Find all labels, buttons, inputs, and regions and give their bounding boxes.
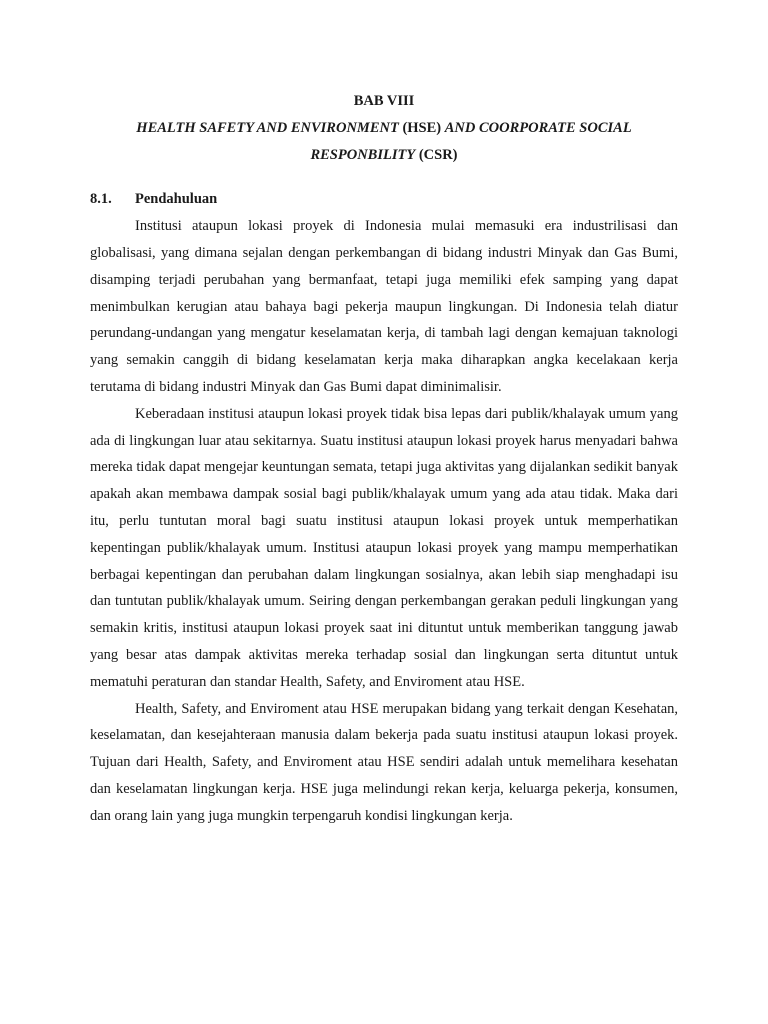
section-number: 8.1. [90, 191, 112, 208]
chapter-title-hse: HEALTH SAFETY AND ENVIRONMENT [136, 119, 399, 136]
chapter-title-hse-abbr: (HSE) [398, 119, 445, 136]
chapter-number: BAB VIII [353, 93, 415, 109]
section-title: Pendahuluan [135, 191, 218, 208]
chapter-heading [90, 88, 678, 168]
paragraph-1: Institusi ataupun lokasi proyek di Indonesia mulai memasuki era industrilisasi dan globalisasi, yang dimana sejalan dengan perkembangan di bidang industri Minyak dan Gas Bumi, disamping terjadi perubahan yang bermanfaat, tetapi juga memiliki efek samping yang dapat menimbulkan kerugian atau bahaya bagi pekerja maupun lingkungan. Di Indonesia telah diatur perundang-undangan yang mengatur keselamatan kerja, di tambah lagi dengan kemajuan taknologi yang semakin canggih di bidang keselamatan kerja maka diharapkan angka kecelakaan kerja terutama di bidang industri Minyak dan Gas Bumi dapat diminimalisir. [90, 218, 678, 395]
chapter-title-csr-abbr: (CSR) [415, 146, 458, 163]
paragraph-2: Keberadaan institusi ataupun lokasi proyek tidak bisa lepas dari publik/khalayak umum yang ada di lingkungan luar atau sekitarnya. Suatu institusi ataupun lokasi proyek harus menyadari bahwa mereka tidak dapat mengejar keuntungan semata, tetapi juga aktivitas yang dijalankan sedikit banyak apakah akan membawa dampak sosial bagi publik/khalayak umum yang ada atau tidak. Maka dari itu, perlu tuntutan moral bagi suatu institusi ataupun lokasi proyek untuk memperhatikan kepentingan publik/khalayak umum. Institusi ataupun lokasi proyek yang mampu memperhatikan berbagai kepentingan dan perubahan dalam lingkungan sosialnya, akan lebih siap menghadapi isu dan tuntutan publik/khalayak umum. Seiring dengan perkembangan gerakan peduli lingkungan yang semakin kritis, institusi ataupun lokasi proyek saat ini dituntut untuk memberikan tanggung jawab yang besar atas dampak aktivitas mereka terhadap sosial dan lingkungan serta dituntut untuk mematuhi peraturan dan standar Health, Safety, and Enviroment atau HSE. [90, 405, 678, 690]
paragraph-3: Health, Safety, and Enviroment atau HSE merupakan bidang yang terkait dengan Kesehatan, keselamatan, dan kesejahteraan manusia dalam bekerja pada suatu institusi ataupun lokasi proyek. Tujuan dari Health, Safety, and Enviroment atau HSE sendiri adalah untuk memelihara kesehatan dan keselamatan lingkungan kerja. HSE juga melindungi rekan kerja, keluarga pekerja, konsumen, dan orang lain yang juga mungkin terpengaruh kondisi lingkungan kerja. [90, 700, 678, 824]
chapter-title-csr: AND COORPORATE SOCIAL RESPONBILITY [310, 119, 632, 163]
section-heading [90, 186, 678, 213]
chapter-title [90, 115, 678, 169]
document-page [90, 88, 678, 830]
